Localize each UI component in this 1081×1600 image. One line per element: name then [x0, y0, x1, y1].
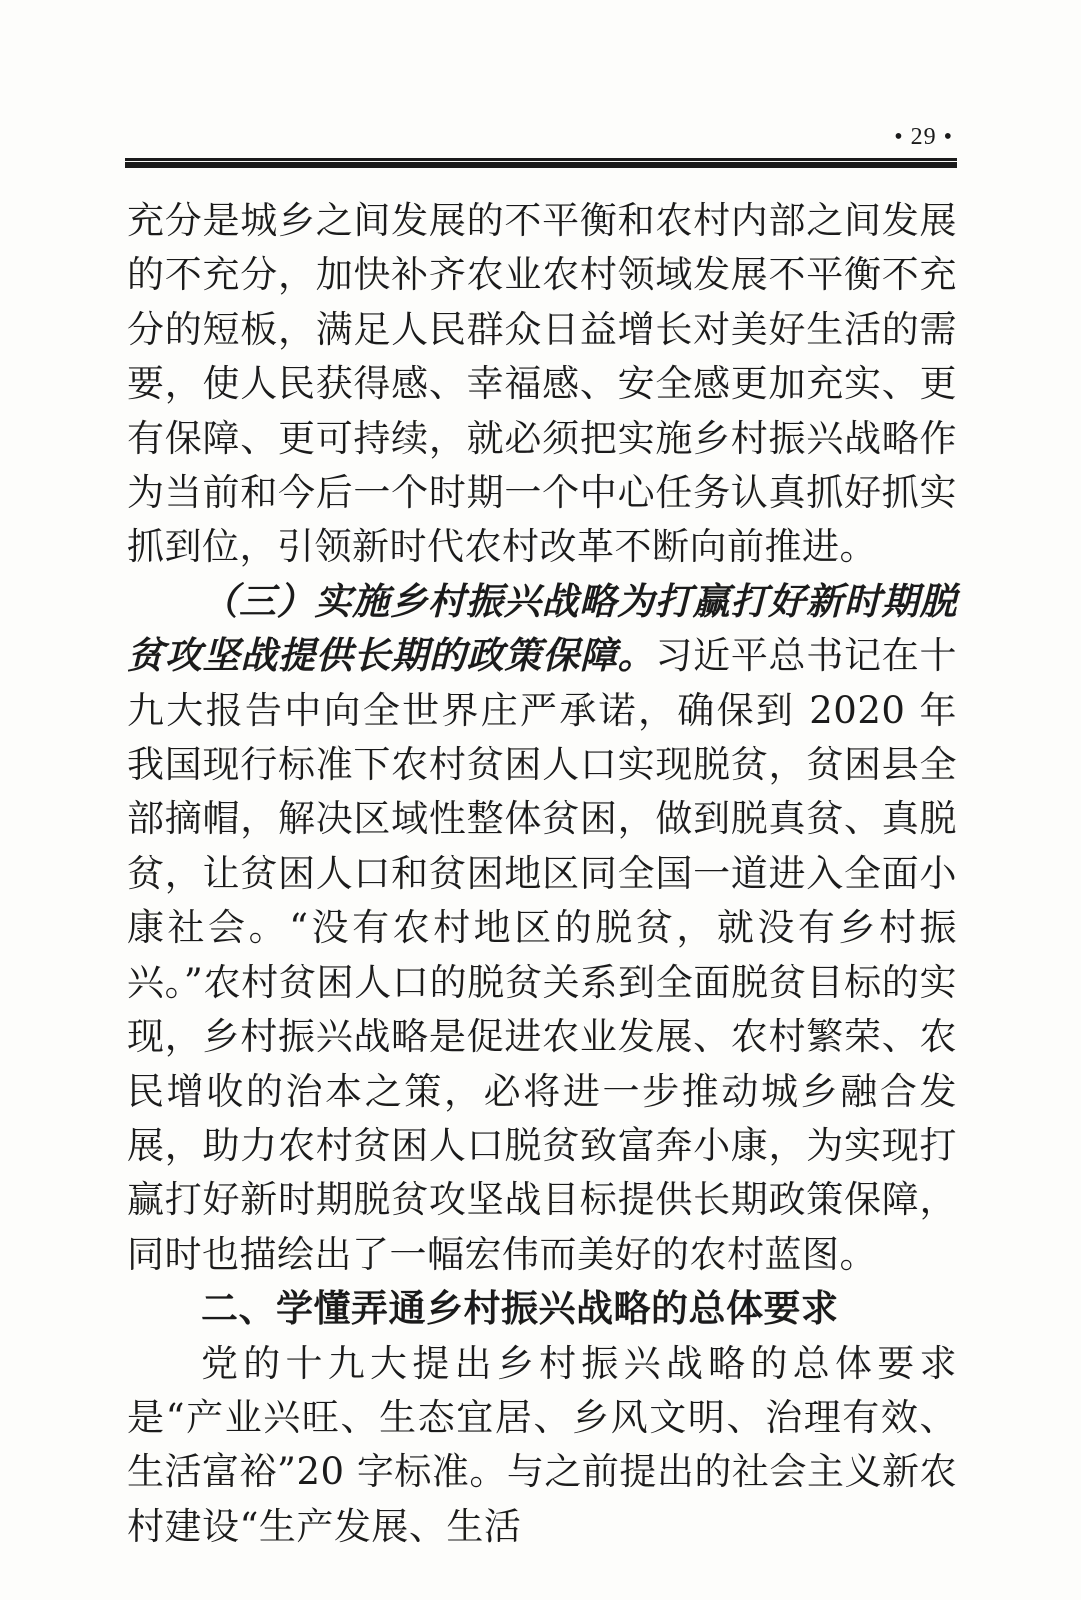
page-number: • 29 •	[894, 124, 953, 150]
section-heading: 二、学懂弄通乡村振兴战略的总体要求	[201, 1287, 839, 1331]
page-body	[127, 194, 957, 1554]
header-rule	[125, 158, 957, 168]
paragraph-general-requirements: 党的十九大提出乡村振兴战略的总体要求是“产业兴旺、生态宜居、乡风文明、治理有效、生活富裕”20 字标准。与之前提出的社会主义新农村建设“生产发展、生活	[127, 1341, 957, 1548]
paragraph-continued: 充分是城乡之间发展的不平衡和农村内部之间发展的不充分，加快补齐农业农村领域发展不平衡不充分的短板，满足人民群众日益增长对美好生活的需要，使人民获得感、幸福感、安全感更加充实、更有保障、更可持续，就必须把实施乡村振兴战略作为当前和今后一个时期一个中心任务认真抓好抓实抓到位，引领新时代农村改革不断向前推进。	[127, 199, 957, 569]
section-three-lead: （三）实施乡村振兴战略为打赢打好新时期脱贫攻坚战提供长期的政策保障。	[127, 579, 957, 678]
paragraph-section-three	[127, 575, 957, 1282]
section-three-text: 习近平总书记在十九大报告中向全世界庄严承诺，确保到 2020 年我国现行标准下农村贫困人口实现脱贫，贫困县全部摘帽，解决区域性整体贫困，做到脱真贫、真脱贫，让贫困人口和贫困地区同全国一道进入全面小康社会。“没有农村地区的脱贫，就没有乡村振兴。”农村贫困人口的脱贫关系到全面脱贫目标的实现，乡村振兴战略是促进农业发展、农村繁荣、农民增收的治本之策，必将进一步推动城乡融合发展，助力农村贫困人口脱贫致富奔小康，为实现打赢打好新时期脱贫攻坚战目标提供长期政策保障，同时也描绘出了一幅宏伟而美好的农村蓝图。	[127, 634, 958, 1276]
